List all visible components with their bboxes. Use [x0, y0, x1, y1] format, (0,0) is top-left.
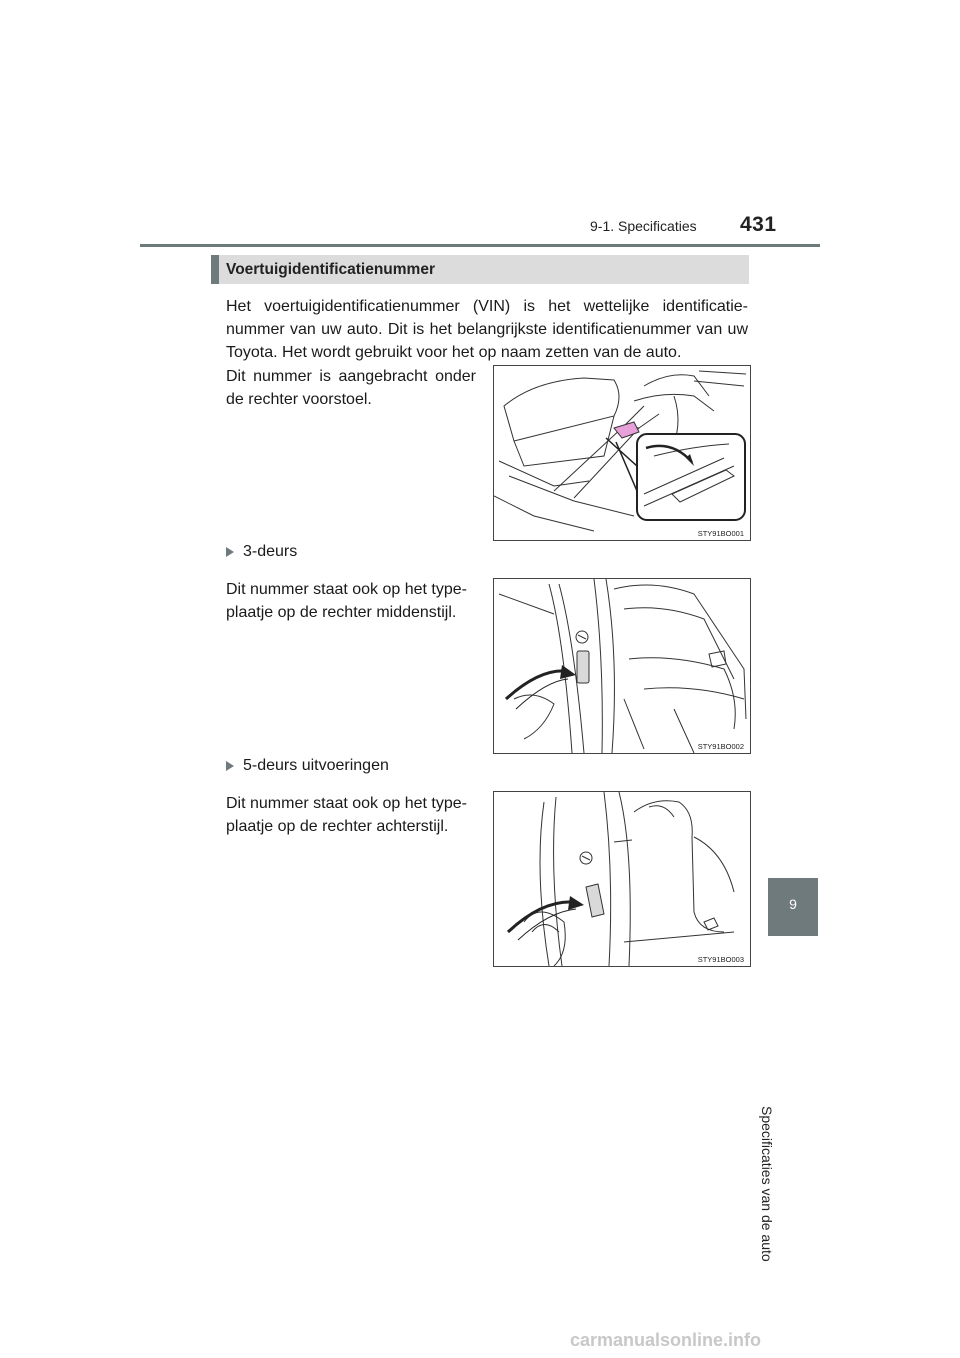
bullet-triangle-icon: [226, 547, 234, 557]
under-seat-illustration: [494, 366, 750, 540]
variant-1-heading: [226, 543, 297, 561]
figure-3-code: STY91BO003: [697, 955, 744, 964]
variant-2-paragraph: Dit nummer staat ook op het type-plaatje op de rechter achterstijl.: [226, 795, 467, 835]
section-title: Voertuigidentificatienummer: [226, 261, 435, 278]
chapter-tab-number: 9: [789, 896, 797, 912]
figure-rear-pillar: [493, 791, 751, 967]
page-number: 431: [740, 213, 777, 236]
variant-2-heading: [226, 757, 389, 775]
figure-2-code: STY91BO002: [697, 742, 744, 751]
chapter-side-label: Specificaties van de auto: [759, 1106, 775, 1262]
bullet-triangle-icon: [226, 761, 234, 771]
figure-center-pillar: [493, 578, 751, 754]
variant-2-label: 5-deurs uitvoeringen: [243, 757, 389, 774]
variant-1-label: 3-deurs: [243, 543, 298, 560]
variant-1-paragraph: Dit nummer staat ook op het type-plaatje op de rechter middenstijl.: [226, 581, 467, 621]
header-section-title: 9-1. Specificaties: [590, 218, 697, 234]
header-divider: [140, 244, 820, 247]
section-heading-accent: [211, 255, 219, 284]
figure-under-seat: [493, 365, 751, 541]
location-paragraph: Dit nummer is aangebracht onder de rechter voorstoel.: [226, 368, 476, 408]
figure-1-code: STY91BO001: [697, 529, 744, 538]
intro-paragraph: Het voertuigidentificatienummer (VIN) is het wettelijke identificatie-nummer van uw auto. Dit is het belangrijkste identificatienummer van uw Toyota. Het wordt gebruikt voor het op naam zetten van de auto.: [226, 298, 748, 361]
watermark: carmanualsonline.info: [570, 1330, 762, 1350]
center-pillar-illustration: [494, 579, 750, 753]
rear-pillar-illustration: [494, 792, 750, 966]
